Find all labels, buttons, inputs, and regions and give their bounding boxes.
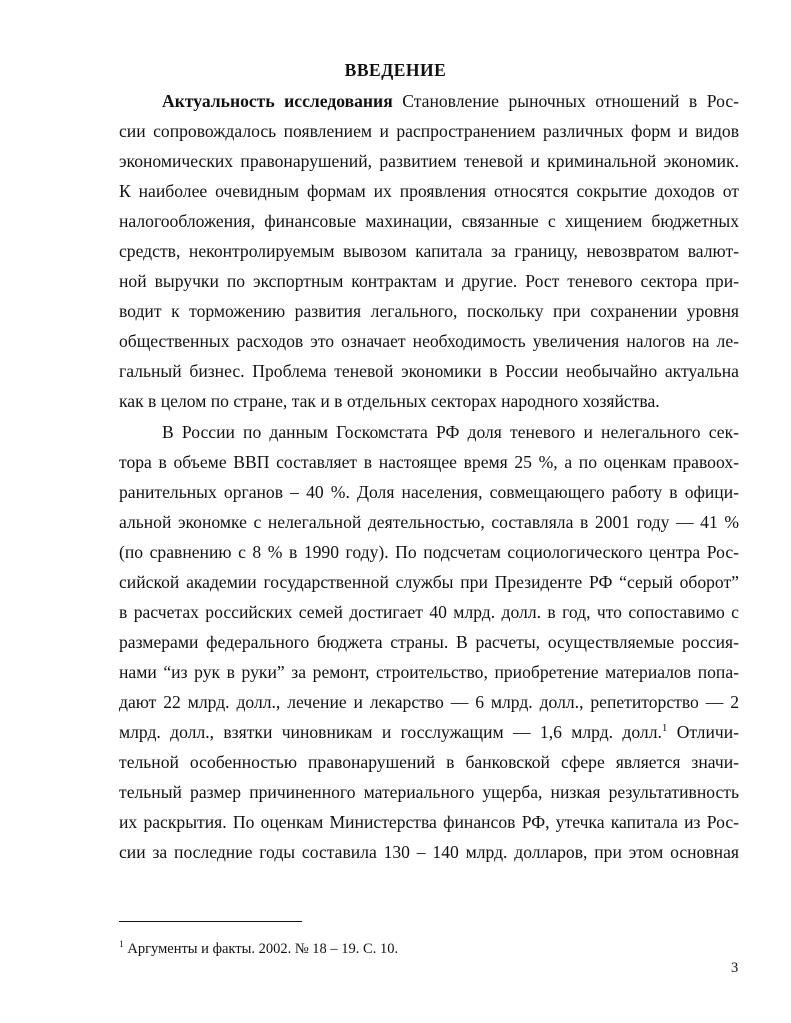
- section-heading: ВВЕДЕНИЕ: [344, 60, 447, 80]
- line-text: Отличи-: [667, 722, 739, 742]
- line-text: млрд. долл., взятки чиновникам и госслужащим — 1,6 млрд. долл.: [119, 722, 662, 742]
- paragraph-2-line: альной экономке с нелегальной деятельностью, составляла в 2001 году — 41 %: [119, 512, 739, 532]
- paragraph-1-line: экономических правонарушений, развитием теневой и криминальной экономик.: [119, 151, 739, 171]
- paragraph-2-line: тельной особенностью правонарушений в банковской сфере является значи-: [119, 752, 739, 772]
- paragraph-1-line: [162, 91, 739, 111]
- paragraph-2-line: тельный размер причиненного материального ущерба, низкая результативность: [119, 782, 739, 802]
- paragraph-2-line: размерами федерального бюджета страны. В расчеты, осуществляемые россия-: [119, 632, 739, 652]
- paragraph-2-line: сийской академии государственной службы при Президенте РФ “серый оборот”: [119, 572, 739, 592]
- footnote: [119, 941, 398, 958]
- line-text: Становление рыночных отношений в Рос-: [392, 91, 739, 111]
- footnote-separator: [119, 921, 302, 922]
- page-number: 3: [731, 960, 739, 976]
- paragraph-2-line: [119, 722, 739, 742]
- footnote-marker: 1: [119, 940, 124, 950]
- footnote-reference[interactable]: 1: [661, 722, 668, 734]
- paragraph-1-line: ной выручки по экспортным контрактам и другие. Рост теневого сектора при-: [119, 271, 739, 291]
- paragraph-2-line: дают 22 млрд. долл., лечение и лекарство — 6 млрд. долл., репетиторство — 2: [119, 692, 739, 712]
- paragraph-1-line: гальный бизнес. Проблема теневой экономики в России необычайно актуальна: [119, 361, 739, 381]
- paragraph-1-line: налогообложения, финансовые махинации, связанные с хищением бюджетных: [119, 211, 739, 231]
- paragraph-1-line: как в целом по стране, так и в отдельных секторах народного хозяйства.: [119, 391, 660, 411]
- paragraph-2-line: в расчетах российских семей достигает 40 млрд. долл. в год, что сопоставимо с: [119, 602, 739, 622]
- paragraph-1-line: водит к торможению развития легального, поскольку при сохранении уровня: [119, 301, 739, 321]
- paragraph-2-line: их раскрытия. По оценкам Министерства финансов РФ, утечка капитала из Рос-: [119, 812, 739, 832]
- paragraph-2-line: ранительных органов – 40 %. Доля населения, совмещающего работу в офици-: [119, 482, 739, 502]
- paragraph-2-line: сии за последние годы составила 130 – 140 млрд. долларов, при этом основная: [119, 842, 739, 862]
- paragraph-2-line: В России по данным Госкомстата РФ доля теневого и нелегального сек-: [162, 422, 739, 442]
- footnote-text: Аргументы и факты. 2002. № 18 – 19. С. 10.: [123, 941, 399, 957]
- lead-phrase: Актуальность исследования: [162, 91, 393, 111]
- paragraph-2-line: тора в объеме ВВП составляет в настоящее время 25 %, а по оценкам правоох-: [119, 452, 739, 472]
- paragraph-1-line: К наиболее очевидным формам их проявления относятся сокрытие доходов от: [119, 181, 739, 201]
- paragraph-2-line: (по сравнению с 8 % в 1990 году). По подсчетам социологического центра Рос-: [119, 542, 739, 562]
- paragraph-1-line: сии сопровождалось появлением и распространением различных форм и видов: [119, 121, 739, 141]
- paragraph-1-line: средств, неконтролируемым вывозом капитала за границу, невозвратом валют-: [119, 241, 739, 261]
- paragraph-2-line: нами “из рук в руки” за ремонт, строительство, приобретение материалов попа-: [119, 662, 739, 682]
- paragraph-1-line: общественных расходов это означает необходимость увеличения налогов на ле-: [119, 331, 739, 351]
